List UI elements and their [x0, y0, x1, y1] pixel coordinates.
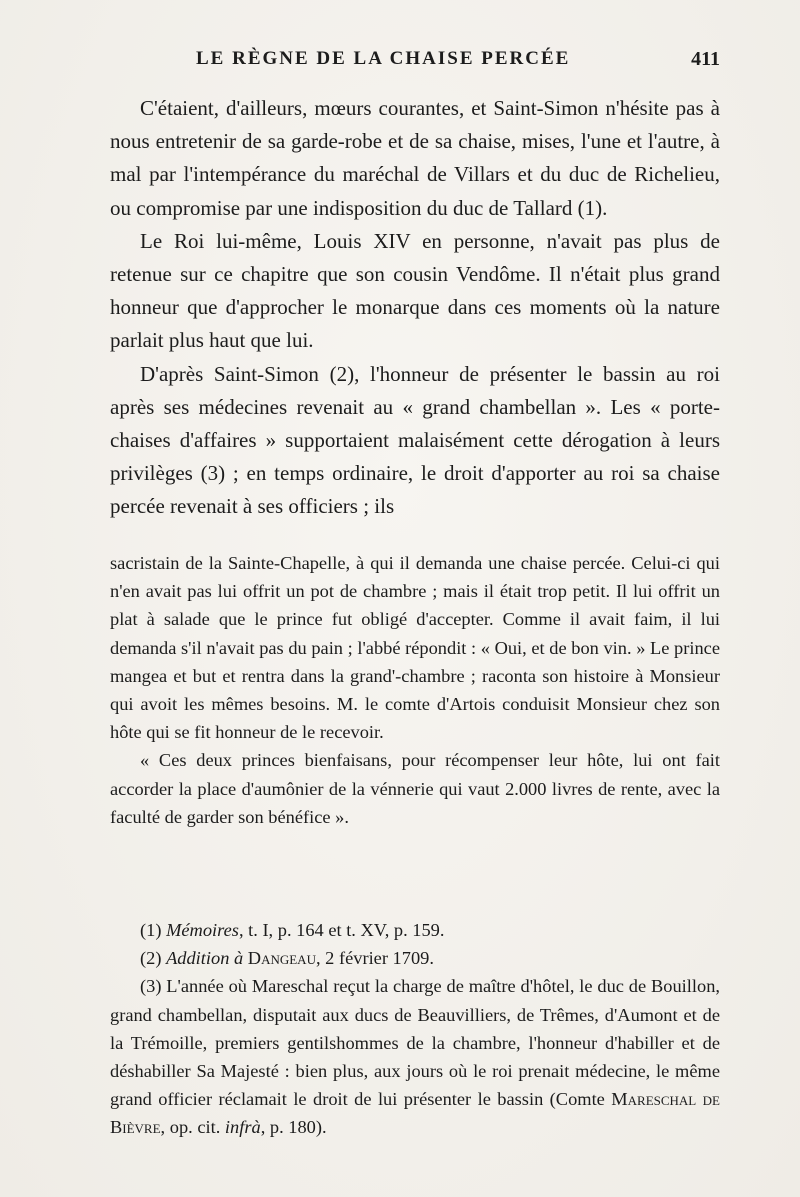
- footnote-3-infra: infrà: [224, 1117, 261, 1138]
- footnote-3-author: Mareschal de Bièvre: [110, 1089, 721, 1138]
- footnote-2-text: , 2 février 1709.: [315, 948, 434, 969]
- footnote-3-cit: , op. cit.: [160, 1117, 225, 1138]
- footnotes: [110, 916, 720, 1142]
- footnote-3-end: , p. 180).: [260, 1117, 327, 1138]
- page-number: 411: [691, 48, 720, 70]
- quote-paragraph-2: « Ces deux princes bienfaisans, pour récompenser leur hôte, lui ont fait accorder la place d'aumônier de la vénnerie qui vaut 2.000 livres de rente, avec la faculté de garder son bénéfice ».: [110, 750, 720, 827]
- paragraph-3: D'après Saint-Simon (2), l'honneur de présenter le bassin au roi après ses médecines revenait au « grand chambellan ». Les « porte-chaises d'affaires » supportaient malaisément cette dérogation à leurs privilèges (3) ; en temps ordinaire, le droit d'apporter au roi sa chaise percée revenait à ses officiers ; ils: [110, 361, 720, 519]
- footnote-1-text: , t. I, p. 164 et t. XV, p. 159.: [238, 920, 445, 940]
- running-head: LE RÈGNE DE LA CHAISE PERCÉE: [196, 48, 571, 69]
- quote-paragraph-1: sacristain de la Sainte-Chapelle, à qui il demanda une chaise percée. Celui-ci qui n'en avait pas lui offrit un pot de chambre ; mais il était trop petit. Il lui offrit un plat à salade que le prince fut obligé d'accepter. Comme il avait faim, il lui demanda s'il n'avait pas du pain ; l'abbé répondit : « Oui, et de bon vin. » Le prince mangea et but et rentra dans la grand'-chambre ; raconta son histoire à Monsieur qui avoit les mêmes besoins. M. le comte d'Artois conduisit Monsieur chez son hôte qui se fit honneur de le recevoir.: [110, 553, 720, 743]
- footnote-1-number: (1): [140, 920, 162, 940]
- footnote-1-title: Mémoires: [166, 920, 239, 940]
- main-text: [110, 92, 720, 524]
- footnote-2: [110, 944, 720, 972]
- paragraph-2: Le Roi lui-même, Louis XIV en personne, n'avait pas plus de retenue sur ce chapitre que son cousin Vendôme. Il n'était plus grand honneur que d'approcher le monarque dans ces moments où la nature parlait plus haut que lui.: [110, 228, 720, 353]
- page-header: [160, 48, 720, 78]
- footnote-3-text: L'année où Mareschal reçut la charge de maître d'hôtel, le duc de Bouillon, grand chambellan, disputait aux ducs de Beauvilliers, de Trêmes, d'Aumont et de la Trémoille, premiers gentilshommes de la chambre, l'honneur d'habiller et de déshabiller Sa Majesté : bien plus, aux jours où le roi prenait médecine, le même grand officier réclamait le droit de lui présenter le bassin (Comte: [110, 976, 720, 1110]
- footnote-3-number: (3): [140, 976, 162, 997]
- footnote-2-title: Addition: [166, 948, 230, 969]
- footnote-2-title-rest: à: [229, 948, 248, 969]
- footnote-3: [110, 972, 720, 1141]
- footnote-1: [110, 916, 720, 944]
- footnote-2-number: (2): [140, 948, 162, 969]
- paragraph-1: C'étaient, d'ailleurs, mœurs courantes, et Saint-Simon n'hésite pas à nous entretenir de sa garde-robe et de sa chaise, mises, l'une et l'autre, à mal par l'intempérance du maréchal de Villars et du duc de Richelieu, ou compromise par une indisposition du duc de Tallard (1).: [110, 96, 720, 220]
- footnote-2-author: Dangeau: [247, 948, 316, 969]
- quoted-passage: [110, 549, 720, 831]
